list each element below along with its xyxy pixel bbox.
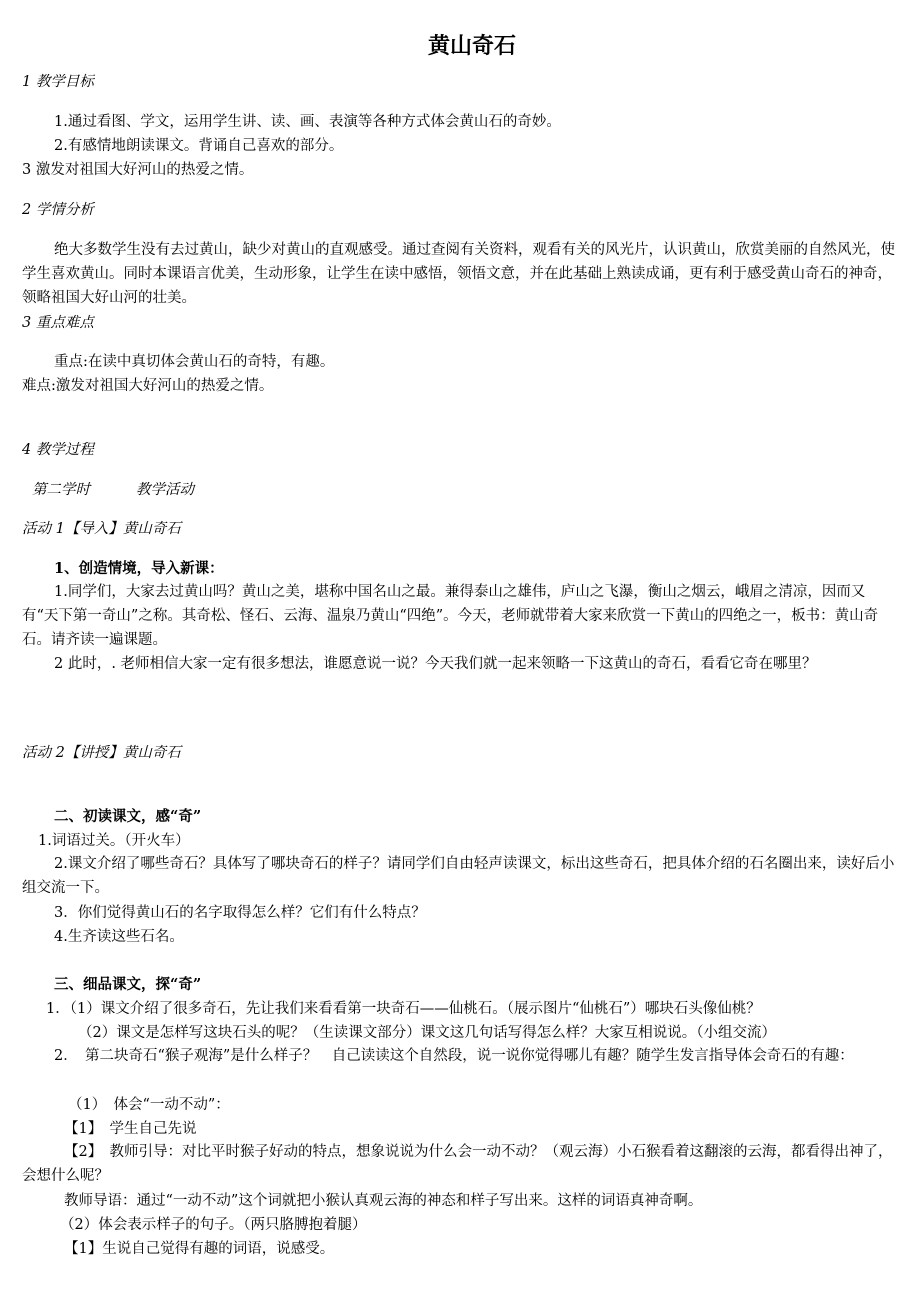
part3-line-9: 【1】生说自己觉得有趣的词语，说感受。 xyxy=(64,1241,335,1257)
activity1-subheading: 1、创造情境，导入新课： xyxy=(54,560,224,577)
activity-label: 教学活动 xyxy=(136,482,194,498)
part3-line-6: 【2】 教师引导：对比平时猴子好动的特点，想象说说为什么会一动不动？（观云海）小石猴看着这翻滚的云海，都看得出神了，会想什么呢？ xyxy=(22,1144,893,1184)
section-heading-analysis: 2 学情分析 xyxy=(22,202,94,218)
part2-heading: 二、初读课文，感“奇” xyxy=(54,808,202,825)
part3-line-8: （2）体会表示样子的句子。（两只胳膊抱着腿） xyxy=(60,1217,367,1233)
part2-line-1: 1.词语过关。（开火车） xyxy=(38,833,190,849)
key-point: 重点:在读中真切体会黄山石的奇特，有趣。 xyxy=(54,354,335,370)
section-heading-keypoints: 3 重点难点 xyxy=(22,315,94,331)
page-title: 黄山奇石 xyxy=(428,34,517,59)
lesson-label: 第二学时 xyxy=(32,482,90,498)
part2-line-4: 4.生齐读这些石名。 xyxy=(54,929,184,945)
difficult-point: 难点:激发对祖国大好河山的热爱之情。 xyxy=(22,378,274,394)
part3-line-4: （1） 体会“一动不动”： xyxy=(68,1097,230,1113)
activity2-heading: 活动 2【讲授】黄山奇石 xyxy=(22,745,181,761)
goal-item-1: 1.通过看图、学文，运用学生讲、读、画、表演等各种方式体会黄山石的奇妙。 xyxy=(54,114,561,130)
part3-line-7: 教师导语：通过“一动不动”这个词就把小猴认真观云海的神态和样子写出来。这样的词语真神奇啊。 xyxy=(64,1193,703,1209)
goal-item-3: 3 激发对祖国大好河山的热爱之情。 xyxy=(22,162,254,178)
goal-item-2: 2.有感情地朗读课文。背诵自己喜欢的部分。 xyxy=(54,138,344,154)
part3-line-5: 【1】 学生自己先说 xyxy=(64,1121,197,1137)
part2-line-2: 2.课文介绍了哪些奇石？具体写了哪块奇石的样子？请同学们自由轻声读课文，标出这些奇石，把具体介绍的石名圈出来，读好后小组交流一下。 xyxy=(22,856,895,896)
part2-line-3: 3．你们觉得黄山石的名字取得怎么样？它们有什么特点？ xyxy=(54,905,426,921)
part3-line-1: 1．（1）课文介绍了很多奇石，先让我们来看看第一块奇石——仙桃石。（展示图片“仙桃石”）哪块石头像仙桃？ xyxy=(46,1001,761,1017)
activity1-heading: 活动 1【导入】黄山奇石 xyxy=(22,521,181,537)
section-heading-goals: 1 教学目标 xyxy=(22,74,94,90)
section-heading-process: 4 教学过程 xyxy=(22,442,94,458)
part3-line-2: （2）课文是怎样写这块石头的呢？（生读课文部分）课文这几句话写得怎么样？大家互相说说。（小组交流） xyxy=(78,1025,776,1041)
activity1-paragraph-1: 1.同学们，大家去过黄山吗？黄山之美，堪称中国名山之最。兼得泰山之雄伟，庐山之飞瀑，衡山之烟云，峨眉之清凉，因而又有“天下第一奇山”之称。其奇松、怪石、云海、温泉乃黄山“四绝”。今天，老师就带着大家来欣赏一下黄山的四绝之一，板书：黄山奇石。请齐读一遍课题。 xyxy=(22,584,879,648)
activity1-paragraph-2: 2 此时，. 老师相信大家一定有很多想法，谁愿意说一说？今天我们就一起来领略一下这黄山的奇石，看看它奇在哪里？ xyxy=(54,656,817,672)
part3-heading: 三、细品课文，探“奇” xyxy=(54,976,202,993)
analysis-paragraph: 绝大多数学生没有去过黄山，缺少对黄山的直观感受。通过查阅有关资料，观看有关的风光片，认识黄山，欣赏美丽的自然风光，使学生喜欢黄山。同时本课语言优美，生动形象，让学生在读中感悟，领悟文意，并在此基础上熟读成诵，更有利于感受黄山奇石的神奇，领略祖国大好山河的壮美。 xyxy=(22,242,895,306)
part3-line-3: 2． 第二块奇石“猴子观海”是什么样子？ 自己读读这个自然段，说一说你觉得哪儿有趣？随学生发言指导体会奇石的有趣： xyxy=(54,1048,854,1064)
